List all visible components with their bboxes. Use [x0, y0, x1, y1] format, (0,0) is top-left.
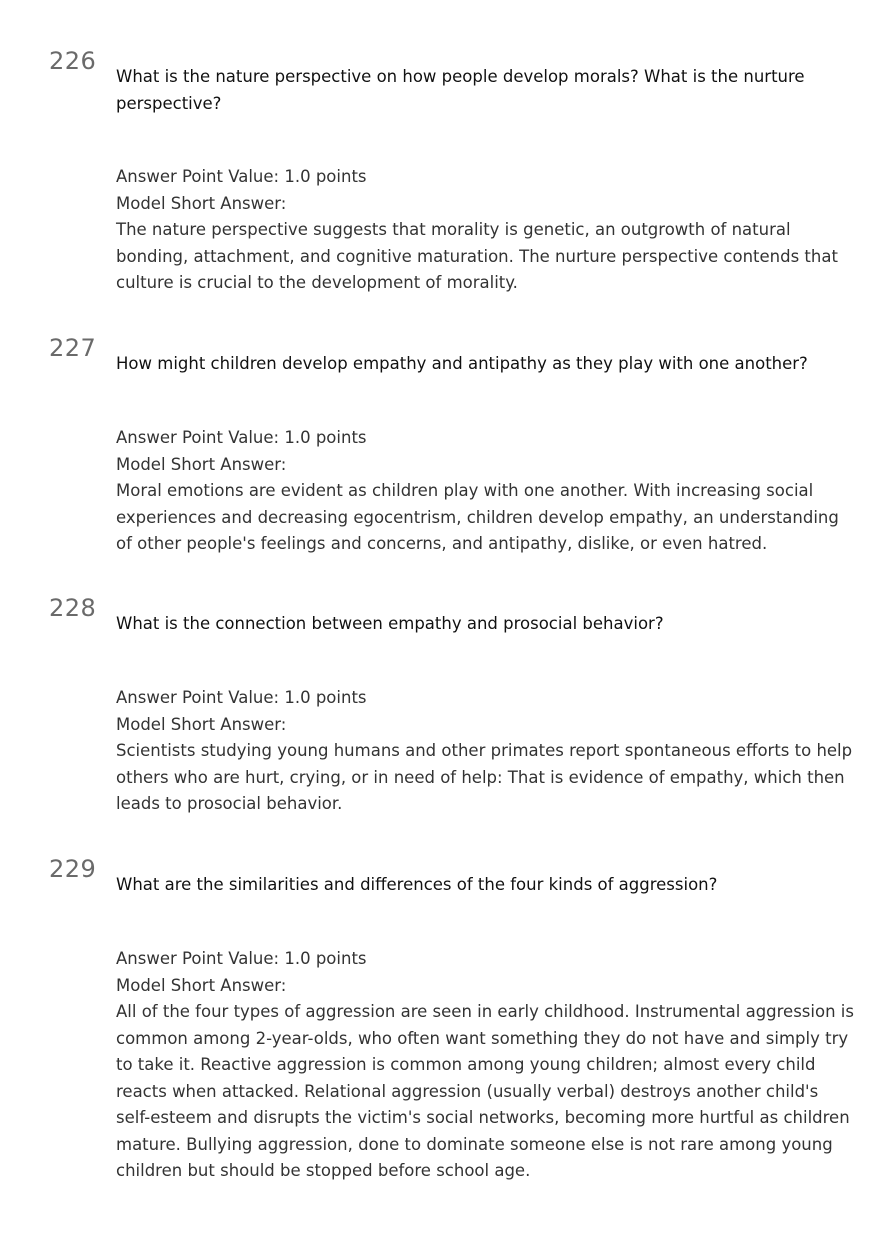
- answer-section: [116, 425, 856, 558]
- question-text: How might children develop empathy and antipathy as they play with one another?: [116, 354, 808, 373]
- answer-label: Model Short Answer:: [116, 193, 287, 213]
- point-value: Answer Point Value: 1.0 points: [116, 949, 367, 968]
- answer-section: [116, 164, 856, 297]
- question-number: 229: [49, 855, 97, 883]
- answer-label: Model Short Answer:: [116, 714, 287, 734]
- answer-text: All of the four types of aggression are seen in early childhood. Instrumental aggression is common among 2-year-olds, who often want something they do not have and simply try to take it. Reactive aggression is common among young children; almost every child reacts when attacked. Relational aggression (usually verbal) destroys another child's self-esteem and disrupts the victim's social networks, becoming more hurtful as children mature. Bullying aggression, done to dominate someone else is not rare among young children but should be stopped before school age.: [116, 1002, 854, 1180]
- point-value: Answer Point Value: 1.0 points: [116, 688, 367, 707]
- answer-text: Moral emotions are evident as children play with one another. With increasing social experiences and decreasing egocentrism, children develop empathy, an understanding of other people's feelings and concerns, and antipathy, dislike, or even hatred.: [116, 481, 839, 553]
- answer-text: The nature perspective suggests that morality is genetic, an outgrowth of natural bonding, attachment, and cognitive maturation. The nurture perspective contends that culture is crucial to the development of morality.: [116, 220, 838, 292]
- point-value: Answer Point Value: 1.0 points: [116, 167, 367, 186]
- answer-label: Model Short Answer:: [116, 975, 287, 995]
- answer-label: Model Short Answer:: [116, 454, 287, 474]
- answer-section: [116, 685, 856, 818]
- question-number: 226: [49, 47, 97, 75]
- answer-text: Scientists studying young humans and other primates report spontaneous efforts to help others who are hurt, crying, or in need of help: That is evidence of empathy, which then leads to prosocial behavior.: [116, 741, 853, 813]
- question-number: 228: [49, 594, 97, 622]
- question-text: What is the nature perspective on how people develop morals? What is the nurture perspective?: [116, 67, 805, 113]
- question-text: What is the connection between empathy and prosocial behavior?: [116, 614, 664, 633]
- question-number: 227: [49, 334, 97, 362]
- answer-section: [116, 946, 856, 1185]
- question-text: What are the similarities and differences of the four kinds of aggression?: [116, 875, 718, 894]
- point-value: Answer Point Value: 1.0 points: [116, 428, 367, 447]
